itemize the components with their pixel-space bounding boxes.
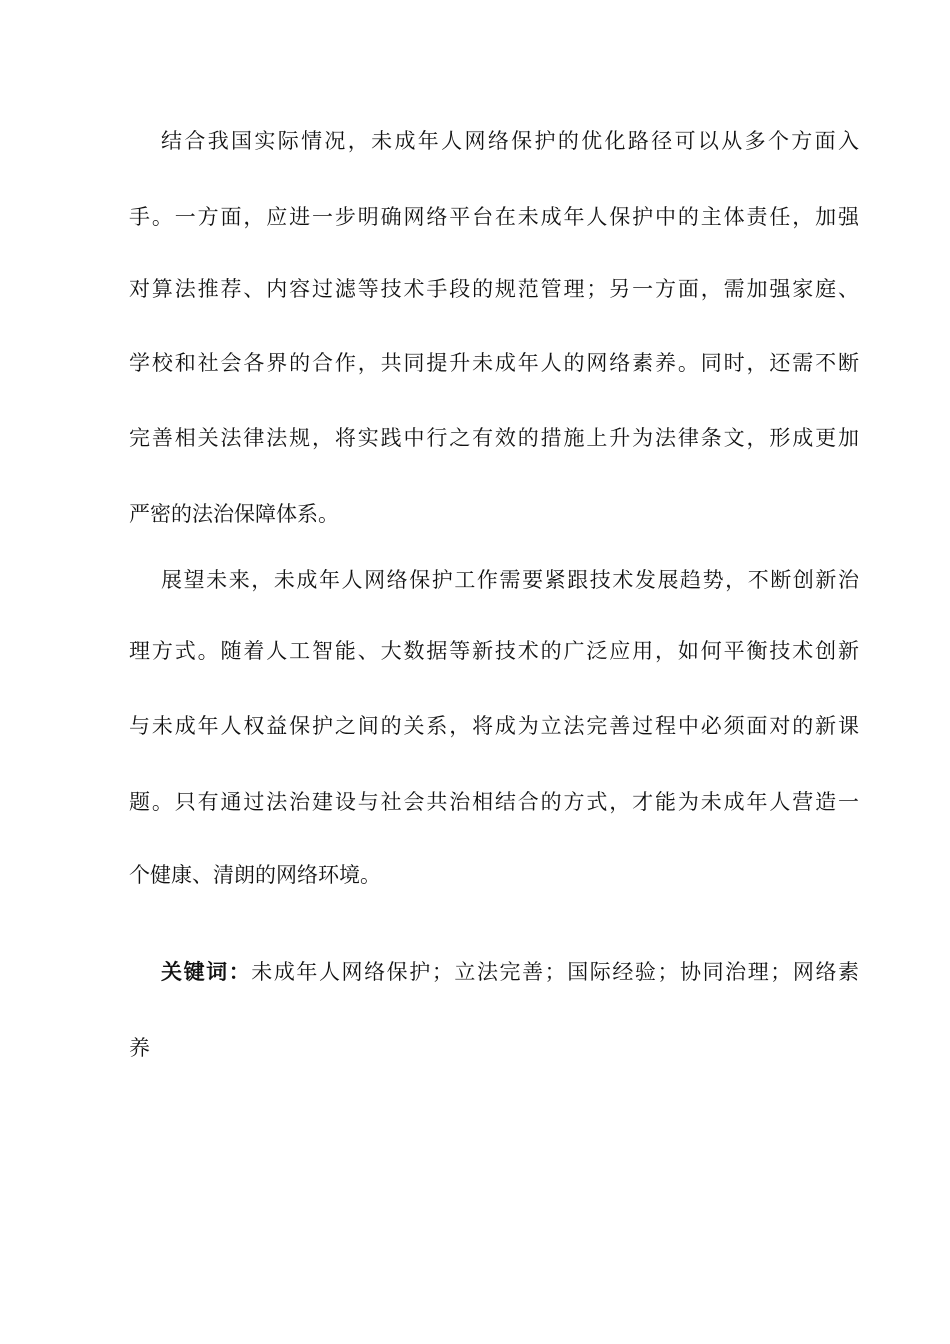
keywords-line-1	[161, 958, 859, 986]
paragraph-2-line-1: 展望未来，未成年人网络保护工作需要紧跟技术发展趋势，不断创新治	[161, 568, 859, 592]
paragraph-1-line-1: 结合我国实际情况，未成年人网络保护的优化路径可以从多个方面入	[161, 129, 859, 153]
keywords-line-2: 养	[129, 1036, 150, 1060]
paragraph-1-line-5: 完善相关法律法规，将实践中行之有效的措施上升为法律条文，形成更加	[129, 426, 859, 450]
paragraph-2-line-3: 与未成年人权益保护之间的关系，将成为立法完善过程中必须面对的新课	[129, 714, 859, 738]
paragraph-2-line-2: 理方式。随着人工智能、大数据等新技术的广泛应用，如何平衡技术创新	[129, 639, 859, 663]
paragraph-1-line-3: 对算法推荐、内容过滤等技术手段的规范管理；另一方面，需加强家庭、	[129, 277, 859, 301]
keywords-label: 关键词：	[161, 960, 252, 984]
keywords-text: 未成年人网络保护；立法完善；国际经验；协同治理；网络素	[251, 960, 860, 984]
paragraph-2-line-4: 题。只有通过法治建设与社会共治相结合的方式，才能为未成年人营造一	[129, 790, 859, 814]
paragraph-2-line-5: 个健康、清朗的网络环境。	[129, 863, 381, 887]
paragraph-1-line-4: 学校和社会各界的合作，共同提升未成年人的网络素养。同时，还需不断	[129, 351, 859, 375]
paragraph-1-line-2: 手。一方面，应进一步明确网络平台在未成年人保护中的主体责任，加强	[129, 205, 859, 229]
paragraph-1-line-6: 严密的法治保障体系。	[129, 502, 339, 526]
